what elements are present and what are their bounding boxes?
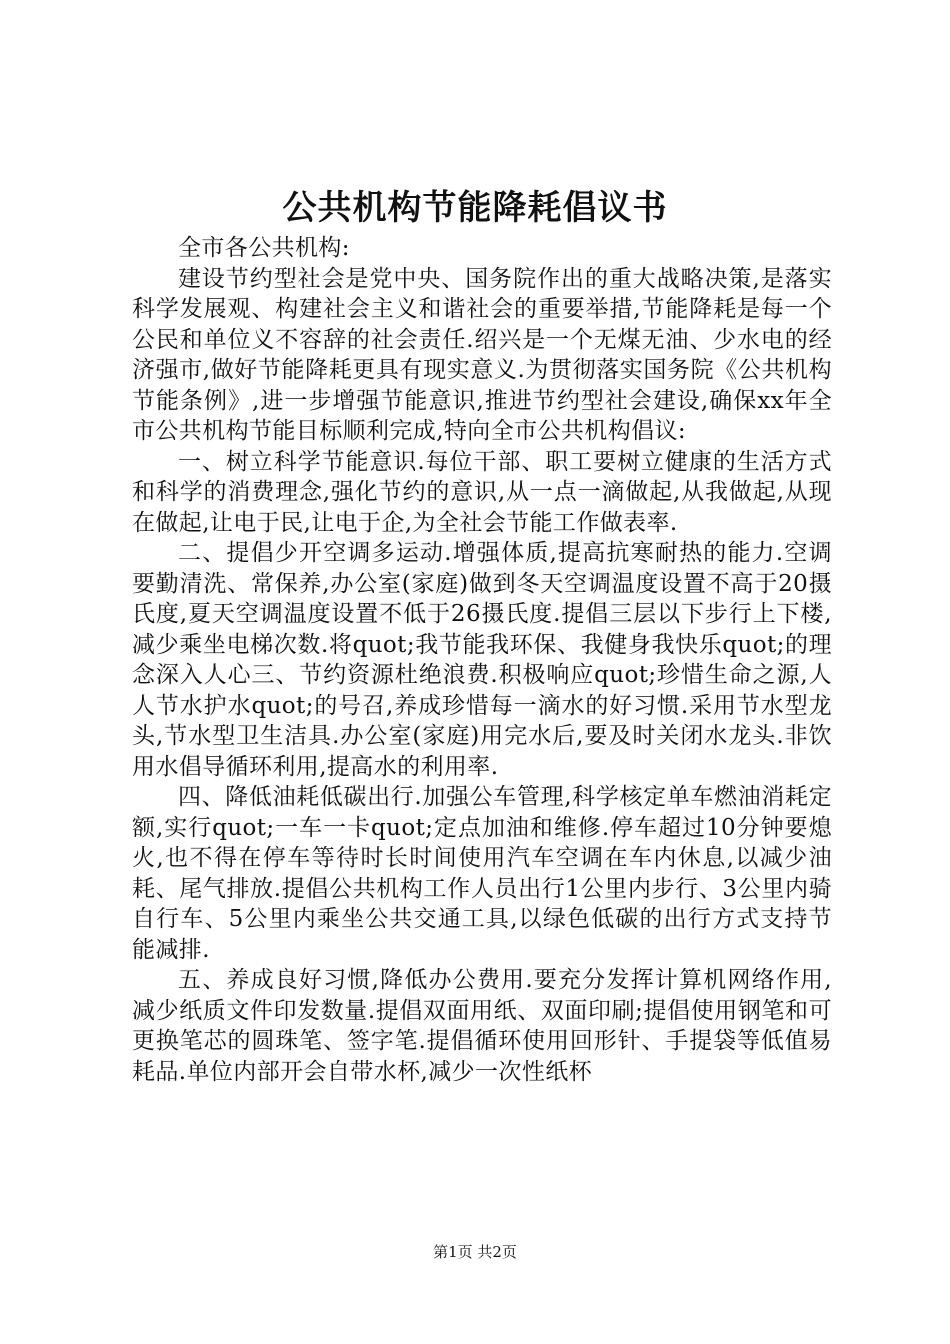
paragraph-item-4: 四、降低油耗低碳出行.加强公车管理,科学核定单车燃油消耗定额,实行quot;一车一卡quot;定点加油和维修.停车超过10分钟要熄火,也不得在停车等待时长时间使用汽车空调在车内休息,以减少油耗、尾气排放.提倡公共机构工作人员出行1公里内步行、3公里内骑自行车、5公里内乘坐公共交通工具,以绿色低碳的出行方式支持节能减排. [132,784,832,963]
document-body [132,233,832,1087]
paragraph-item-5: 五、养成良好习惯,降低办公费用.要充分发挥计算机网络作用,减少纸质文件印发数量.提倡双面用纸、双面印刷;提倡使用钢笔和可更换笔芯的圆珠笔、签字笔.提倡循环使用回形针、手提袋等低值易耗品.单位内部开会自带水杯,减少一次性纸杯 [132,967,832,1085]
salutation: 全市各公共机构: [178,235,350,261]
paragraph-item-1: 一、树立科学节能意识.每位干部、职工要树立健康的生活方式和科学的消费理念,强化节约的意识,从一点一滴做起,从我做起,从现在做起,让电于民,让电于企,为全社会节能工作做表率. [132,448,832,536]
document-title: 公共机构节能降耗倡议书 [282,188,668,228]
page-footer: 第1页 共2页 [433,1243,517,1261]
paragraph-item-2: 二、提倡少开空调多运动.增强体质,提高抗寒耐热的能力.空调要勤清洗、常保养,办公室(家庭)做到冬天空调温度设置不高于20摄氏度,夏天空调温度设置不低于26摄氏度.提倡三层以下步行上下楼,减少乘坐电梯次数.将quot;我节能我环保、我健身我快乐quot;的理念深入人心三、节约资源杜绝浪费.积极响应quot;珍惜生命之源,人人节水护水quot;的号召,养成珍惜每一滴水的好习惯.采用节水型龙头,节水型卫生洁具.办公室(家庭)用完水后,要及时关闭水龙头.非饮用水倡导循环利用,提高水的利用率. [132,540,832,780]
paragraph-intro: 建设节约型社会是党中央、国务院作出的重大战略决策,是落实科学发展观、构建社会主义和谐社会的重要举措,节能降耗是每一个公民和单位义不容辞的社会责任.绍兴是一个无煤无油、少水电的经济强市,做好节能降耗更具有现实意义.为贯彻落实国务院《公共机构节能条例》,进一步增强节能意识,推进节约型社会建设,确保xx年全市公共机构节能目标顺利完成,特向全市公共机构倡议: [132,265,832,444]
